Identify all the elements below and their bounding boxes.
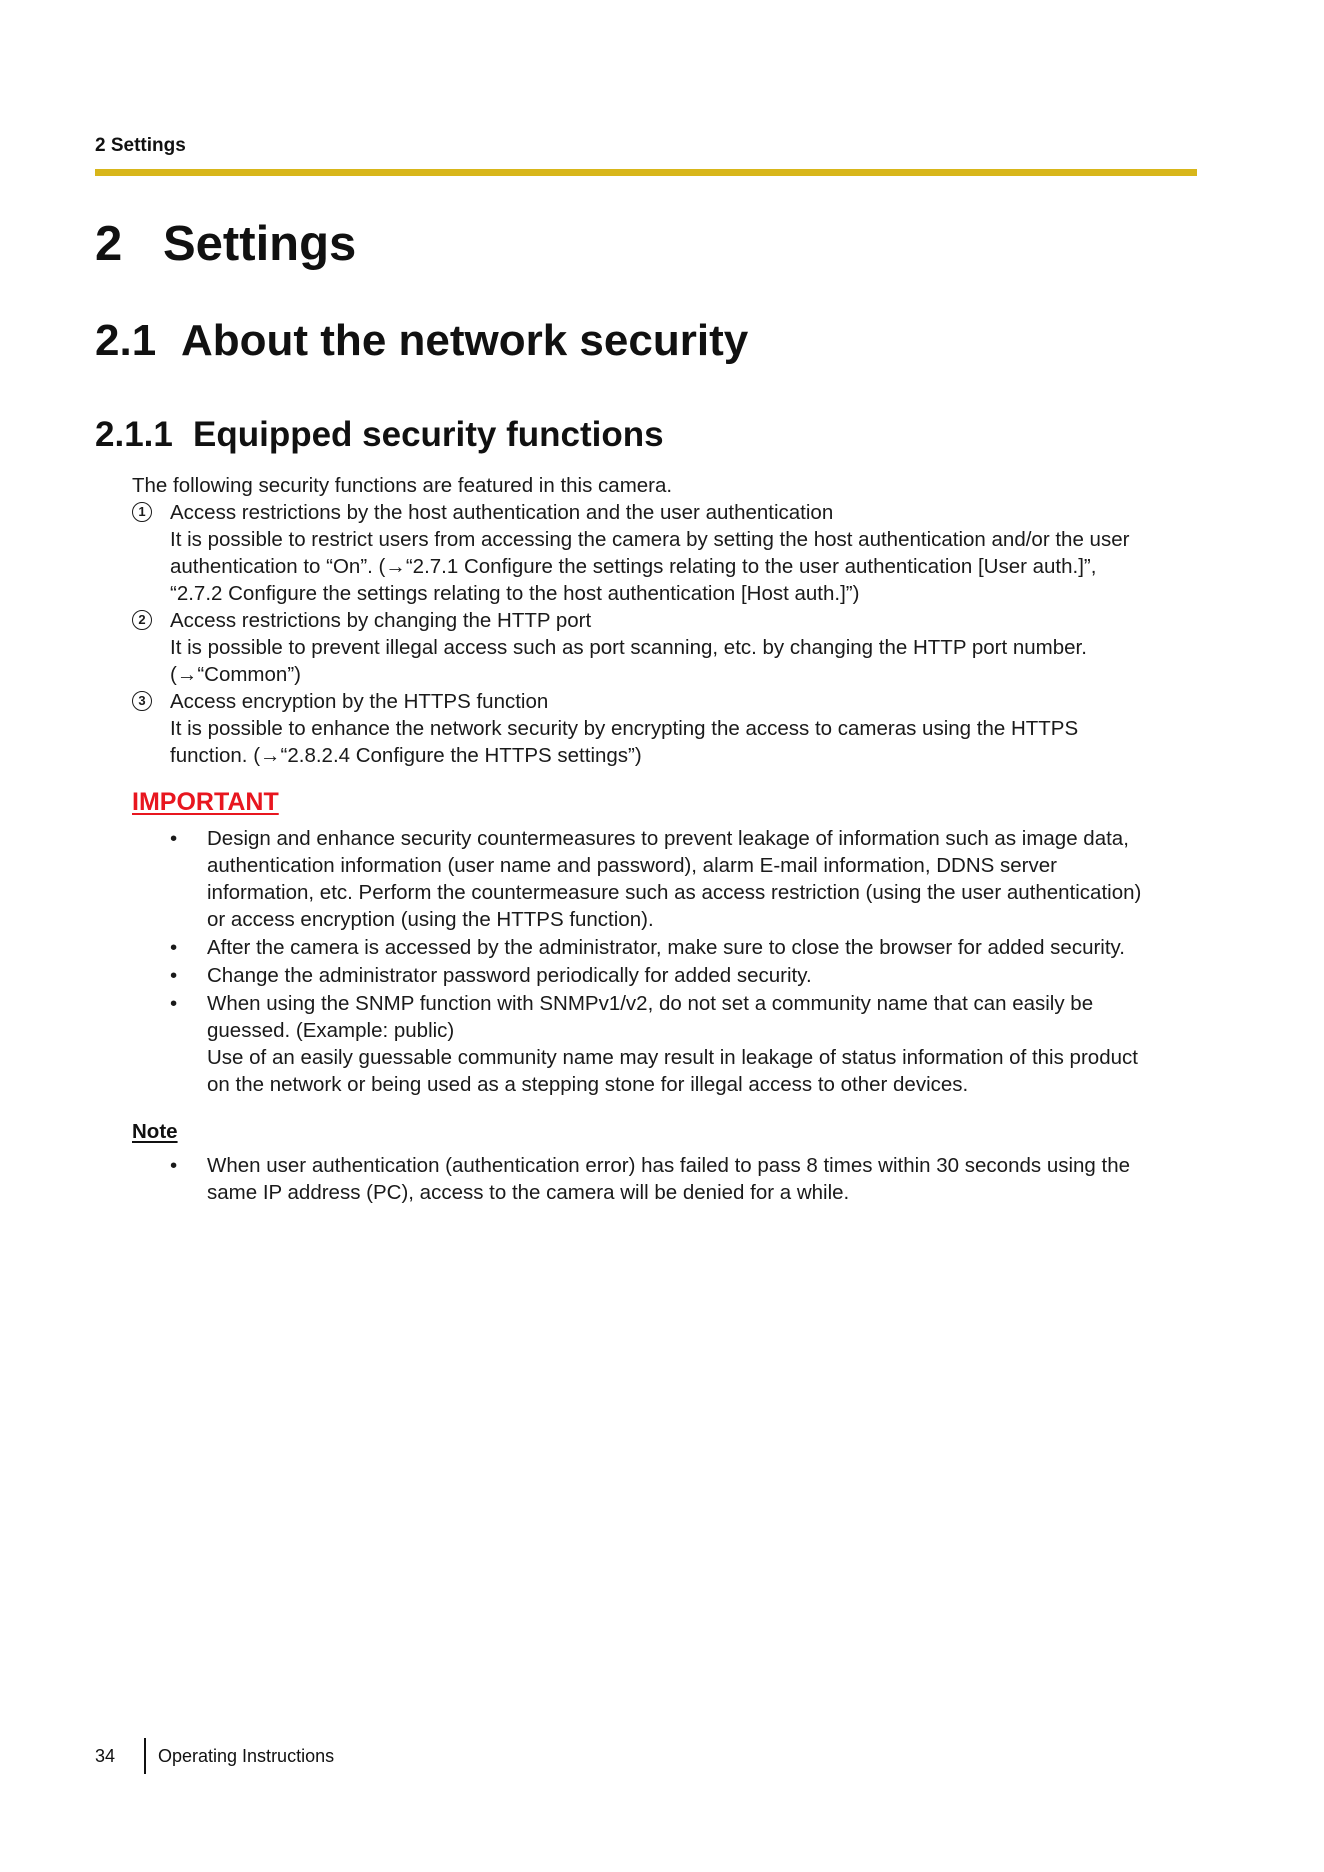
note-heading: Note xyxy=(132,1120,178,1143)
important-list xyxy=(132,825,1200,1099)
running-head: 2 Settings xyxy=(95,135,186,156)
bullet-line: When using the SNMP function with SNMPv1/v2, do not set a community name that can easily be xyxy=(207,992,1094,1015)
function-desc-line: It is possible to restrict users from accessing the camera by setting the host authentication and/or the user xyxy=(170,528,1130,551)
header-rule xyxy=(95,169,1197,176)
function-desc-line: It is possible to enhance the network security by encrypting the access to cameras using the HTTPS xyxy=(170,717,1079,740)
list-item xyxy=(132,607,1202,688)
chapter-heading xyxy=(95,216,356,272)
note-list xyxy=(132,1152,1200,1207)
bullet-line: information, etc. Perform the countermeasure such as access restriction (using the user authentication) xyxy=(207,881,1142,904)
subsection-heading xyxy=(95,415,664,455)
list-item xyxy=(132,990,1200,1098)
circled-number-2: 2 xyxy=(132,610,152,630)
list-item xyxy=(132,825,1200,933)
bullet-line: Design and enhance security countermeasures to prevent leakage of information such as image data, xyxy=(207,827,1129,850)
bullet-icon: • xyxy=(170,936,178,959)
bullet-line: or access encryption (using the HTTPS function). xyxy=(207,908,654,931)
bullet-icon: • xyxy=(170,964,178,987)
function-desc-line: authentication to “On”. (→“2.7.1 Configure the settings relating to the user authentication [User auth.]”, xyxy=(170,555,1097,578)
footer-divider xyxy=(144,1738,146,1774)
bullet-line: authentication information (user name and password), alarm E-mail information, DDNS server xyxy=(207,854,1057,877)
chapter-number: 2 xyxy=(95,217,123,271)
subsection-title: Equipped security functions xyxy=(193,415,664,454)
function-desc-line: It is possible to prevent illegal access such as port scanning, etc. by changing the HTTP port number. xyxy=(170,636,1087,659)
bullet-icon: • xyxy=(170,992,178,1015)
circled-number-1: 1 xyxy=(132,502,152,522)
bullet-line: Change the administrator password periodically for added security. xyxy=(207,964,812,987)
function-title: Access restrictions by the host authentication and the user authentication xyxy=(170,501,834,524)
bullet-icon: • xyxy=(170,1154,178,1177)
intro-paragraph: The following security functions are featured in this camera. xyxy=(132,474,673,497)
bullet-line: same IP address (PC), access to the camera will be denied for a while. xyxy=(207,1181,850,1204)
function-desc-line: “2.7.2 Configure the settings relating to the host authentication [Host auth.]”) xyxy=(170,582,860,605)
page-number: 34 xyxy=(95,1746,116,1766)
bullet-icon: • xyxy=(170,827,178,850)
section-heading xyxy=(95,316,748,366)
list-item xyxy=(132,1152,1200,1206)
section-title: About the network security xyxy=(181,316,749,365)
function-title: Access restrictions by changing the HTTP port xyxy=(170,609,592,632)
security-functions-list xyxy=(132,499,1202,769)
list-item xyxy=(132,962,1200,989)
bullet-line: guessed. (Example: public) xyxy=(207,1019,455,1042)
function-desc-line: function. (→“2.8.2.4 Configure the HTTPS settings”) xyxy=(170,744,642,767)
list-item xyxy=(132,934,1200,961)
list-item xyxy=(132,688,1202,769)
function-title: Access encryption by the HTTPS function xyxy=(170,690,549,713)
bullet-line: Use of an easily guessable community name may result in leakage of status information of this product xyxy=(207,1046,1138,1069)
circled-number-3: 3 xyxy=(132,691,152,711)
bullet-line: on the network or being used as a stepping stone for illegal access to other devices. xyxy=(207,1073,969,1096)
list-item xyxy=(132,499,1202,607)
subsection-number: 2.1.1 xyxy=(95,415,173,454)
section-number: 2.1 xyxy=(95,316,157,365)
function-desc-line: (→“Common”) xyxy=(170,663,301,686)
bullet-line: After the camera is accessed by the administrator, make sure to close the browser for added security. xyxy=(207,936,1125,959)
footer-doc-title: Operating Instructions xyxy=(158,1746,335,1766)
bullet-line: When user authentication (authentication error) has failed to pass 8 times within 30 seconds using the xyxy=(207,1154,1131,1177)
chapter-title: Settings xyxy=(163,217,357,271)
important-heading: IMPORTANT xyxy=(132,788,279,816)
